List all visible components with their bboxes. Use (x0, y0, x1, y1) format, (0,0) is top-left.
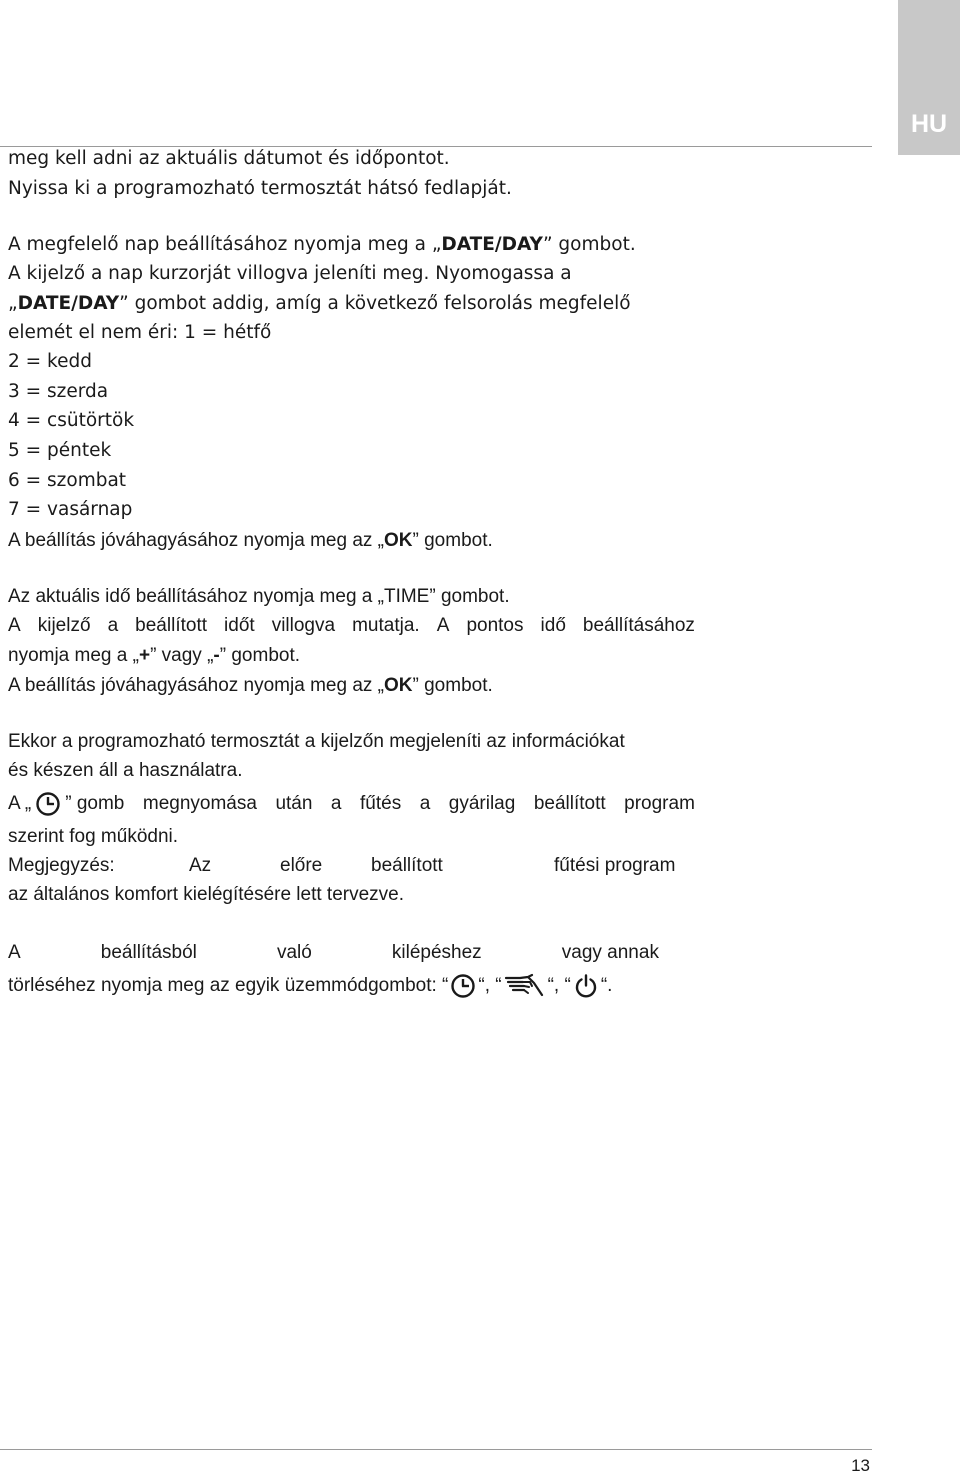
text-line: szerint fog működni. (8, 826, 179, 847)
language-tab (898, 0, 960, 155)
word: időt (224, 615, 255, 636)
text-line (8, 233, 636, 257)
word: idő (540, 615, 566, 636)
word: beállításához (582, 615, 695, 636)
word: Az (189, 855, 212, 876)
key-label-minus: - (213, 645, 220, 666)
text-line: az általános komfort kielégítésére lett tervezve. (8, 884, 405, 905)
word: kilépéshez (391, 942, 482, 963)
note-line (8, 854, 695, 878)
text-span: “, “ (478, 975, 502, 996)
key-label-ok: OK (384, 675, 413, 696)
power-icon (573, 973, 599, 999)
word: vagy annak (561, 942, 659, 963)
day-list-item: 3 = szerda (8, 381, 109, 402)
word: beállított (371, 855, 443, 876)
day-list-item: 7 = vasárnap (8, 499, 133, 520)
word: való (276, 942, 312, 963)
day-list-item: 4 = csütörtök (8, 410, 135, 431)
day-list-item: 5 = péntek (8, 440, 112, 461)
language-label: HU (910, 110, 948, 138)
text-span: ” vagy „ (150, 645, 214, 666)
text-span: A megfelelő nap beállításához nyomja meg a „ (8, 234, 442, 255)
text-line-justified (8, 941, 659, 965)
word: A (436, 615, 450, 636)
text-span: ” gomb (65, 793, 125, 815)
text-line (8, 674, 493, 698)
key-label-ok: OK (384, 530, 413, 551)
text-span: ” gombot. (412, 675, 493, 696)
word: előre (280, 855, 323, 876)
text-line-justified (8, 614, 695, 638)
word: után (275, 793, 313, 814)
key-label-date-day: DATE/DAY (17, 293, 120, 314)
text-line: Nyissa ki a programozható termosztát hátsó fedlapját. (8, 178, 512, 199)
bottom-divider (0, 1449, 872, 1450)
text-span: „ (8, 293, 18, 314)
text-span: ” gombot addig, amíg a következő felsorolás megfelelő (119, 293, 631, 314)
key-label-date-day: DATE/DAY (441, 234, 543, 255)
word: program (624, 793, 695, 814)
text-line (8, 644, 300, 668)
text-span: A beállítás jóváhagyásához nyomja meg az „ (8, 530, 384, 551)
word: megnyomása (142, 793, 257, 814)
word: A (8, 615, 21, 636)
word: beállításból (100, 942, 197, 963)
text-span: nyomja meg a „ (8, 645, 139, 666)
text-line (8, 529, 493, 553)
text-span: A beállítás jóváhagyásához nyomja meg az „ (8, 675, 384, 696)
mode-buttons-line (8, 973, 612, 999)
text-span: ” gombot. (412, 530, 493, 551)
note-label: Megjegyzés: (8, 855, 115, 876)
text-span: ” gombot. (542, 234, 636, 255)
word: gyárilag (448, 793, 516, 814)
text-span: ” gombot. (219, 645, 301, 666)
clock-icon (35, 791, 61, 817)
day-list-item: 2 = kedd (8, 351, 92, 372)
page-number: 13 (851, 1456, 870, 1475)
word: fűtés (360, 793, 402, 814)
word: A (8, 942, 21, 963)
text-span: “, “ (547, 975, 571, 996)
word: mutatja. (352, 615, 420, 636)
word: a (419, 793, 431, 814)
word: beállított (533, 793, 606, 814)
text-line: meg kell adni az aktuális dátumot és időpontot. (8, 148, 450, 169)
text-line-justified (8, 791, 695, 817)
key-label-plus: + (138, 645, 151, 666)
clock-icon (450, 973, 476, 999)
hand-icon (504, 973, 546, 999)
text-span (8, 791, 124, 817)
day-list-item: 6 = szombat (8, 470, 127, 491)
word: villogva (271, 615, 336, 636)
text-line: elemét el nem éri: 1 = hétfő (8, 322, 272, 343)
word: fűtési program (554, 855, 676, 876)
text-line: és készen áll a használatra. (8, 760, 243, 781)
word: pontos (466, 615, 524, 636)
text-line: Ekkor a programozható termosztát a kijelzőn megjeleníti az információkat (8, 731, 625, 752)
word: beállított (135, 615, 207, 636)
word: a (107, 615, 119, 636)
text-line: A kijelző a nap kurzorját villogva jeleníti meg. Nyomogassa a (8, 263, 572, 284)
text-span: A „ (8, 793, 32, 815)
word: kijelző (37, 615, 91, 636)
word: a (330, 793, 342, 814)
text-line: Az aktuális idő beállításához nyomja meg a „TIME” gombot. (8, 586, 510, 607)
text-span: “. (600, 975, 613, 996)
text-span: törléséhez nyomja meg az egyik üzemmódgombot: “ (8, 975, 449, 996)
text-line (8, 292, 631, 316)
